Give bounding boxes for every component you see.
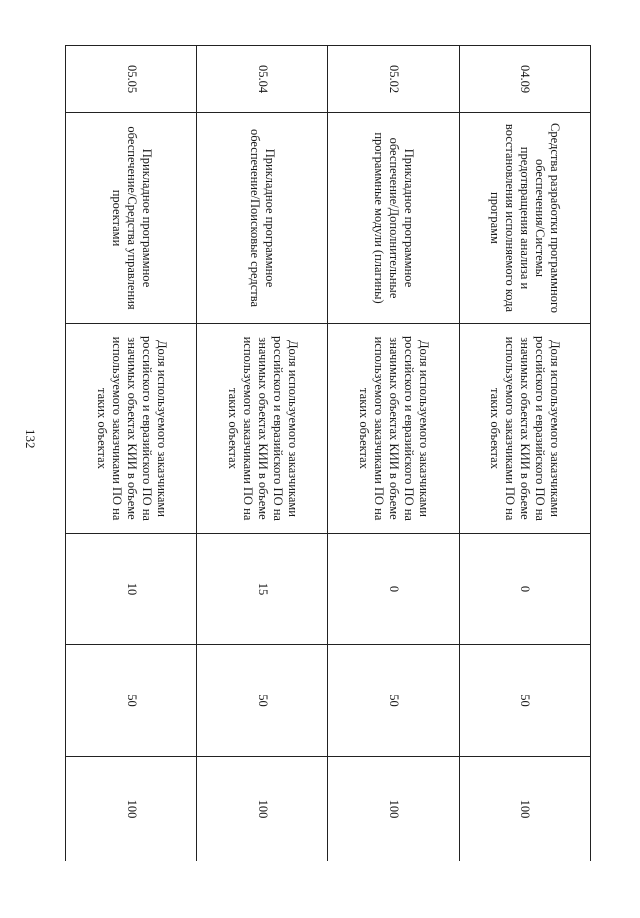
- data-table: [65, 45, 591, 861]
- row-value-3: 100: [197, 757, 328, 862]
- row-value-1: 10: [66, 534, 197, 645]
- row-code: 04.09: [459, 46, 590, 113]
- row-indicator: Доля используемого заказчиками российского и евразийского ПО на значимых объектах КИИ в объеме используемого заказчиками ПО на таких объектах: [459, 324, 590, 534]
- page-number: 132: [23, 429, 38, 449]
- table-frame: [65, 45, 591, 861]
- rotated-table-container: [65, 45, 591, 861]
- table-row: [66, 46, 197, 862]
- row-code: 05.05: [66, 46, 197, 113]
- row-value-2: 50: [459, 645, 590, 757]
- row-name: Прикладное программное обеспечение/Поисковые средства: [197, 113, 328, 324]
- row-value-1: 0: [328, 534, 459, 645]
- row-value-1: 0: [459, 534, 590, 645]
- row-indicator: Доля используемого заказчиками российского и евразийского ПО на значимых объектах КИИ в объеме используемого заказчиками ПО на таких объектах: [197, 324, 328, 534]
- row-value-2: 50: [197, 645, 328, 757]
- row-value-2: 50: [66, 645, 197, 757]
- table-row: [197, 46, 328, 862]
- row-indicator: Доля используемого заказчиками российского и евразийского ПО на значимых объектах КИИ в объеме используемого заказчиками ПО на таких объектах: [66, 324, 197, 534]
- row-code: 05.02: [328, 46, 459, 113]
- table-row: [459, 46, 590, 862]
- row-code: 05.04: [197, 46, 328, 113]
- row-value-2: 50: [328, 645, 459, 757]
- row-name: Прикладное программное обеспечение/Дополнительные программные модули (плагины): [328, 113, 459, 324]
- row-value-1: 15: [197, 534, 328, 645]
- row-value-3: 100: [328, 757, 459, 862]
- row-name: Прикладное программное обеспечение/Средства управления проектами: [66, 113, 197, 324]
- row-value-3: 100: [459, 757, 590, 862]
- row-name: Средства разработки программного обеспечения/Системы предотвращения анализа и восстановления исполняемого кода программ: [459, 113, 590, 324]
- table-row: [328, 46, 459, 862]
- row-value-3: 100: [66, 757, 197, 862]
- row-indicator: Доля используемого заказчиками российского и евразийского ПО на значимых объектах КИИ в объеме используемого заказчиками ПО на таких объектах: [328, 324, 459, 534]
